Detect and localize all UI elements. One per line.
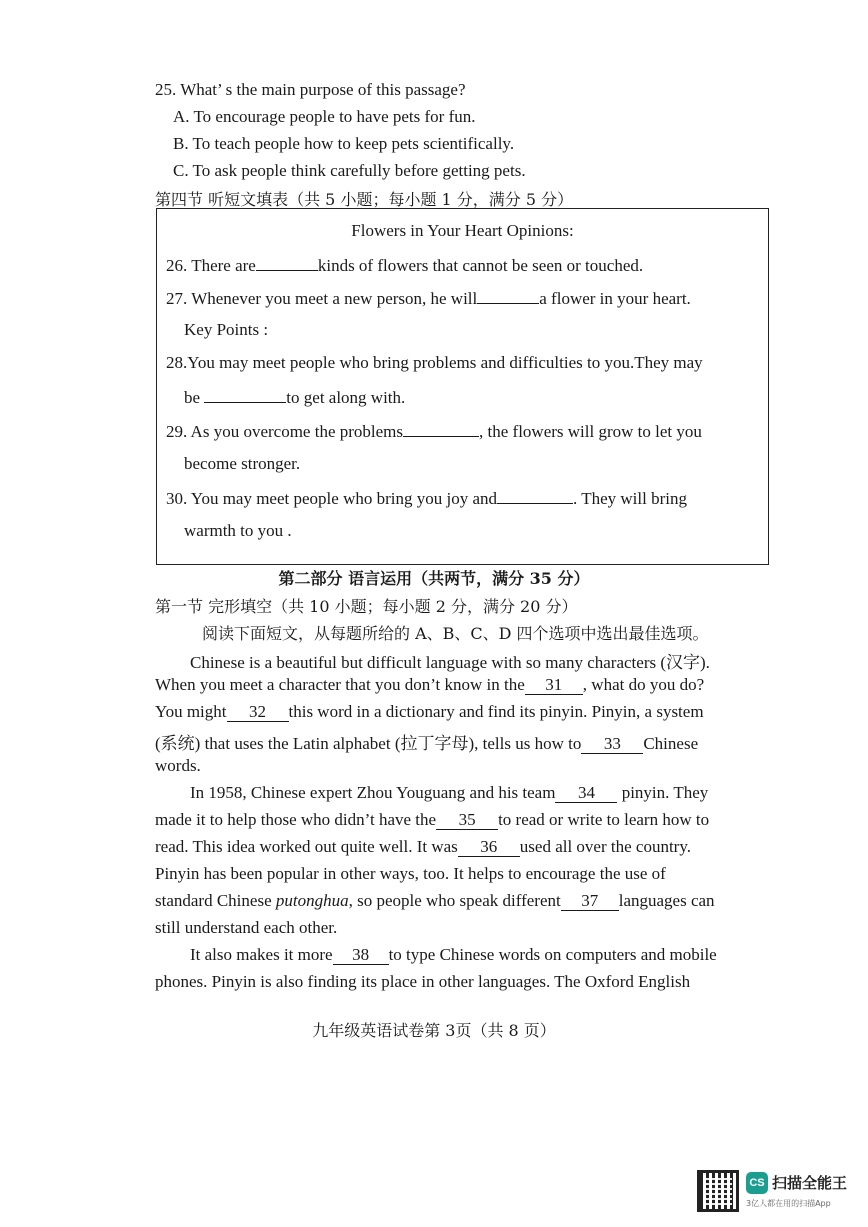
passage-p1-line2	[155, 675, 704, 695]
q27-post: a flower in your heart.	[539, 289, 691, 308]
q27-blank	[477, 287, 539, 304]
passage-p3-line1	[190, 945, 717, 965]
q25-option-b: B. To teach people how to keep pets scientifically.	[173, 134, 515, 153]
passage-text: , so people who speak different	[348, 891, 561, 910]
section1-heading: 第一节 完形填空（共 10 小题；每小题 2 分，满分 20 分）	[155, 597, 578, 616]
passage-p1-line5: words.	[155, 756, 201, 775]
table-title: Flowers in Your Heart Opinions:	[351, 221, 574, 240]
passage-p2-line4: Pinyin has been popular in other ways, too. It helps to encourage the use of	[155, 864, 666, 883]
q25-option-a: A. To encourage people to have pets for fun.	[173, 107, 476, 126]
q25-option-c: C. To ask people think carefully before getting pets.	[173, 161, 526, 180]
passage-text: to read or write to learn how to	[498, 810, 710, 829]
q26-line	[166, 254, 643, 276]
passage-text: (系统) that uses the Latin alphabet (拉丁字母), tells us how to	[155, 734, 582, 753]
q27-line	[166, 287, 691, 309]
q28-line2	[184, 386, 405, 408]
passage-p1-line3	[155, 702, 704, 722]
q29-line1	[166, 420, 702, 442]
part2-heading: 第二部分 语言运用（共两节，满分 35 分）	[278, 569, 590, 588]
watermark-brand: 扫描全能王	[772, 1174, 848, 1192]
q30-line2: warmth to you .	[184, 521, 292, 540]
instruction: 阅读下面短文，从每题所给的 A、B、C、D 四个选项中选出最佳选项。	[202, 624, 709, 643]
passage-text: languages can	[618, 891, 715, 910]
passage-text: standard Chinese	[155, 891, 276, 910]
q28-pre: be	[184, 388, 201, 407]
passage-text: In 1958, Chinese expert Zhou Youguang and his team	[190, 783, 556, 802]
q26-pre: 26. There are	[166, 256, 256, 275]
passage-text: read. This idea worked out quite well. It was	[155, 837, 458, 856]
q30-blank	[497, 487, 573, 504]
q25-stem: 25. What’ s the main purpose of this passage?	[155, 80, 466, 99]
qr-code-icon	[697, 1170, 739, 1212]
q29-post: , the flowers will grow to let you	[479, 422, 702, 441]
passage-text: You might	[155, 702, 227, 721]
passage-text: to type Chinese words on computers and mobile	[388, 945, 717, 964]
blank-38: 38	[333, 946, 389, 965]
passage-text: used all over the country.	[519, 837, 691, 856]
blank-34: 34	[555, 784, 617, 803]
camscanner-logo-icon: CS	[746, 1172, 768, 1194]
passage-italic-term: putonghua	[275, 891, 349, 910]
blank-37: 37	[561, 892, 619, 911]
passage-text: Chinese	[643, 734, 699, 753]
q30-pre: 30. You may meet people who bring you joy and	[166, 489, 497, 508]
q28-line1: 28.You may meet people who bring problems and difficulties to you.They may	[166, 353, 703, 372]
q30-post: . They will bring	[573, 489, 687, 508]
passage-p3-line2: phones. Pinyin is also finding its place in other languages. The Oxford English	[155, 972, 691, 991]
blank-33: 33	[581, 735, 643, 754]
blank-36: 36	[458, 838, 520, 857]
passage-p2-line5	[155, 891, 715, 911]
blank-35: 35	[436, 811, 498, 830]
passage-text: pinyin. They	[621, 783, 709, 802]
passage-p1-line4	[155, 729, 698, 754]
q29-pre: 29. As you overcome the problems	[166, 422, 404, 441]
q28-blank	[204, 386, 286, 403]
blank-32: 32	[227, 703, 289, 722]
passage-text: made it to help those who didn’t have the	[155, 810, 437, 829]
passage-p2-line2	[155, 810, 709, 830]
q28-post: to get along with.	[286, 388, 406, 407]
passage-text: It also makes it more	[190, 945, 333, 964]
passage-p1-line1: Chinese is a beautiful but difficult language with so many characters (汉字).	[190, 653, 710, 672]
passage-p2-line3	[155, 837, 691, 857]
q26-blank	[256, 254, 318, 271]
passage-p2-line1	[190, 783, 708, 803]
page-footer: 九年级英语试卷第 3页（共 8 页）	[312, 1021, 556, 1040]
fill-table	[156, 208, 769, 565]
q30-line1	[166, 487, 687, 509]
q29-blank	[403, 420, 479, 437]
q29-line2: become stronger.	[184, 454, 301, 473]
passage-text: , what do you do?	[582, 675, 705, 694]
key-points-label: Key Points :	[184, 320, 269, 339]
passage-text: When you meet a character that you don’t know in the	[155, 675, 525, 694]
q26-post: kinds of flowers that cannot be seen or touched.	[317, 256, 644, 275]
passage-p2-line6: still understand each other.	[155, 918, 338, 937]
passage-text: this word in a dictionary and find its pinyin. Pinyin, a system	[288, 702, 704, 721]
q27-pre: 27. Whenever you meet a new person, he will	[166, 289, 478, 308]
watermark-subtitle: 3亿人都在用的扫描App	[746, 1199, 831, 1208]
section4-heading: 第四节 听短文填表（共 5 小题；每小题 1 分，满分 5 分）	[155, 190, 574, 209]
blank-31: 31	[525, 676, 583, 695]
